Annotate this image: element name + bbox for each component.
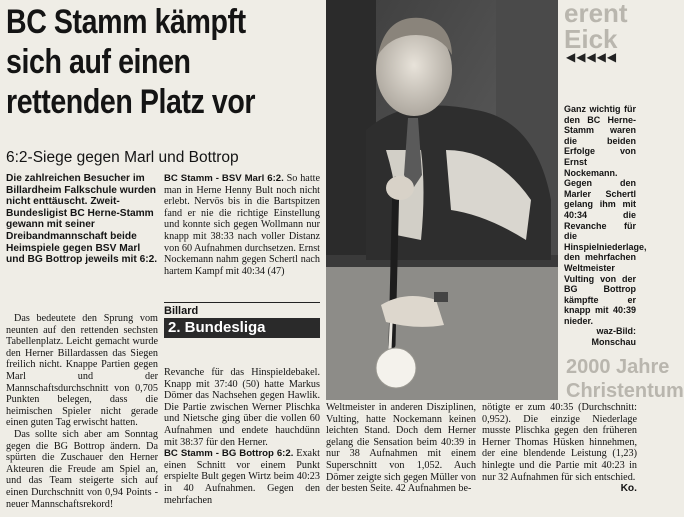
- neighbor-headline-fragment: erent: [564, 0, 628, 28]
- section-kicker: Billard: [164, 302, 320, 318]
- column-3: Weltmeister in anderen Disziplinen, Vulting, hatte Nockemann keinen leichten Stand. Doch dem Herner gelang die Sensation beim 40:39 in nur 38 Aufnahmen mit einem Superschnitt von 1,052. Auch Dömer zeigte sich gegen Müller von der besten Seite. 42 Aufnahmen be-: [326, 402, 476, 495]
- column-4: [482, 402, 637, 495]
- photo-caption: [564, 104, 647, 348]
- photo-illustration: [326, 0, 558, 400]
- column-2-top: [164, 173, 320, 277]
- subheadline: 6:2-Siege gegen Marl und Bottrop: [6, 149, 239, 166]
- caption-text: Ganz wichtig für den BC Herne-Stamm waren die beiden Erfolge von Ernst Nockemann. Gegen den Marler Schertl gelang ihm mit 40:34 die Revanche für die Hinspielniederlage, den mehrfachen Weltmeister Vulting von der BG Bottrop kämpfte er knapp mit 40:39 nieder.: [564, 104, 647, 326]
- caption-marker-arrows: ◀◀◀◀◀: [566, 50, 618, 64]
- section-banner: 2. Bundesliga: [164, 318, 320, 338]
- headline-line-1: BC Stamm kämpft: [6, 3, 246, 41]
- body-paragraph: Das bedeutete den Sprung vom neunten auf den rettenden sechsten Tabellenplatz. Leicht gemacht wurde den Herner Billardassen das Siegen freilich nicht. Knappe Partien gegen Marl und der Mannschaftsdurchschnitt von 0,705 Punkten belegen, dass die heimischen Spieler nicht gerade einen guten Tag erwischt hatten.: [6, 313, 158, 429]
- photo-credit: waz-Bild: Monschau: [591, 326, 636, 348]
- headline-line-3: rettenden Platz vor: [6, 83, 256, 121]
- body-paragraph: Revanche für das Hinspieldebakel. Knapp mit 37:40 (50) hatte Markus Dömer das Nachsehen gegen Hawlik. Die Partie zwischen Werner Plischka und Nietsche ging über die vollen 60 Aufnahmen und endete hauchdünn mit 38:37 für den Herner.: [164, 367, 320, 448]
- match-subheading: BC Stamm - BSV Marl 6:2.: [164, 173, 284, 184]
- column-2-bottom: [164, 367, 320, 506]
- lead-paragraph: Die zahlreichen Besucher im Billardheim Falkschule wurden nicht enttäuscht. Zweit-Bundesligist BC Herne-Stamm gewann mit seiner Dreibandmannschaft beide Heimspiele gegen BSV Marl und BG Bottrop jeweils mit 6:2.: [6, 173, 158, 266]
- body-paragraph: Exakt einen Schnitt vor einem Punkt erspielte Bult gegen Wirtz beim 40:23 in 40 Aufnahmen. Gegen den mehrfachen: [164, 448, 320, 506]
- headline-line-2: sich auf einen: [6, 43, 191, 81]
- headline: [6, 2, 273, 122]
- neighbor-headline-fragment: Christentum: [566, 380, 684, 402]
- match-subheading: BC Stamm - BG Bottrop 6:2.: [164, 448, 294, 460]
- neighbor-headline-fragment: Eick: [564, 24, 618, 54]
- billiard-player-photo: [326, 0, 558, 400]
- body-paragraph: So hatte man in Herne Henny Bult noch nicht erlebt. Nervös bis in die Bartspitzen fand er nie die richtige Einstellung und konnte sich gegen Wollmann nur knapp mit 38:33 nach voller Distanz von 60 Aufnahmen durchsetzen. Ernst Nockemann nahm gegen Schertl nach hartem Kampf mit 40:34 (47): [164, 173, 321, 277]
- neighbor-headline-fragment: 2000 Jahre: [566, 356, 670, 378]
- body-paragraph: nötigte er zum 40:35 (Durchschnitt: 0,952). Die einzige Niederlage musste Plischka gegen den früheren Herner Thomas Hüsken hinnehmen, der eine blendende Leistung (1,23) hinlegte und die Partie mit 40:23 in nur 32 Aufnahmen für sich entschied.: [482, 402, 637, 483]
- author-signature: Ko.: [620, 483, 637, 495]
- body-paragraph: Das sollte sich aber am Sonntag gegen die BG Bottrop ändern. Da spürten die Zuschauer den Herner Akteuren die Freude am Spiel an, und das Team steigerte sich auf einen Durchschnitt von 0,94 Points - neuer Mannschaftsrekord!: [6, 428, 158, 510]
- column-1: [6, 313, 158, 510]
